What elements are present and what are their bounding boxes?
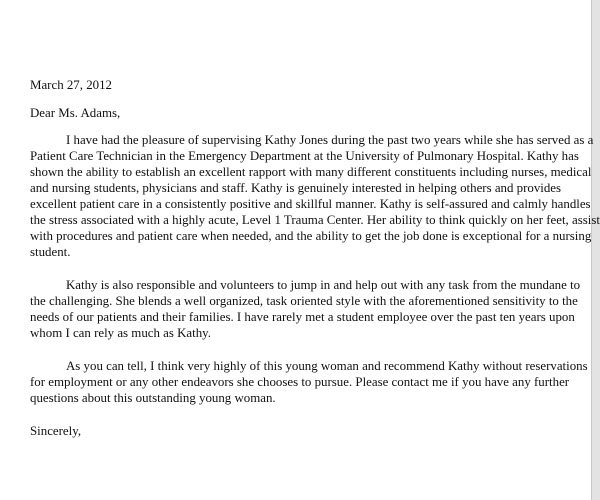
letter-body: [30, 77, 600, 439]
paragraph-1: [30, 132, 600, 260]
paragraph-line: whom I can rely as much as Kathy.: [30, 326, 212, 340]
paragraph-line: with procedures and patient care when needed, and the ability to get the job done is exceptional for a nursing: [30, 229, 592, 243]
paragraph-2: [30, 277, 581, 341]
letter-date: March 27, 2012: [30, 78, 112, 92]
paragraph-line: and nursing students, physicians and staff. Kathy is genuinely interested in helping others and provides: [30, 181, 562, 195]
paragraph-line: Patient Care Technician in the Emergency Department at the University of Pulmonary Hospital. Kathy has: [30, 149, 579, 163]
paragraph-line: the challenging. She blends a well organized, task oriented style with the aforementioned sensitivity to the: [30, 294, 578, 308]
paragraph-line: shown the ability to establish an excellent rapport with many different constituents including nurses, medical: [30, 165, 592, 179]
letter-closing: Sincerely,: [30, 424, 82, 438]
paragraph-line: I have had the pleasure of supervising Kathy Jones during the past two years while she has served as a: [66, 133, 594, 147]
paragraph-line: Kathy is also responsible and volunteers to jump in and help out with any task from the mundane to: [66, 278, 581, 292]
paragraph-line: needs of our patients and their families. I have rarely met a student employee over the past ten years upon: [30, 310, 575, 324]
paragraph-line: the stress associated with a highly acute, Level 1 Trauma Center. Her ability to think quickly on her feet, assist: [30, 213, 600, 227]
paragraph-3: [30, 358, 588, 406]
letter-salutation: Dear Ms. Adams,: [30, 106, 121, 120]
paragraph-line: As you can tell, I think very highly of this young woman and recommend Kathy without reservations: [66, 359, 588, 373]
paragraph-line: questions about this outstanding young woman.: [30, 391, 276, 405]
paragraph-line: for employment or any other endeavors she chooses to pursue. Please contact me if you have any further: [30, 375, 570, 389]
paragraph-line: student.: [30, 245, 71, 259]
paragraph-line: excellent patient care in a consistently positive and skillful manner. Kathy is self-assured and calmly handles: [30, 197, 591, 211]
